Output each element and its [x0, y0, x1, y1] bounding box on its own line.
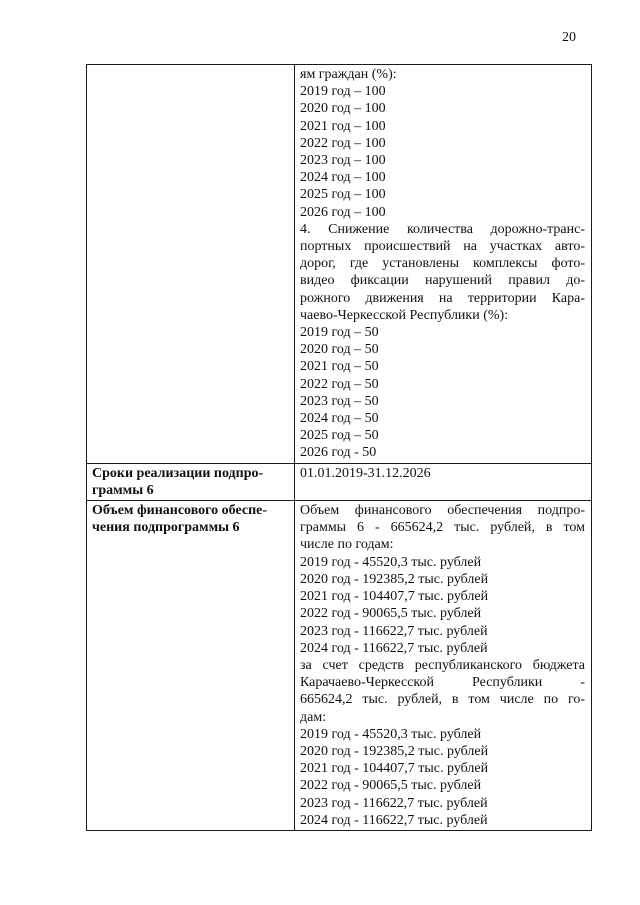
year-line: 2022 год - 90065,5 тыс. рублей [300, 778, 482, 794]
indicator-text-line: 4. Снижение количества дорожно-транс- [300, 221, 585, 237]
year-line: 2021 год – 50 [300, 359, 379, 375]
passport-table [86, 64, 592, 831]
indicator-text-line: видео фиксации нарушений правил до- [300, 273, 585, 289]
table-row-funding [87, 501, 592, 831]
funding-text-line: 665624,2 тыс. рублей, в том числе по го- [300, 692, 585, 708]
row-label-empty [87, 65, 295, 464]
year-line: 2023 год – 50 [300, 393, 379, 409]
table-row-timeline [87, 463, 592, 500]
indicator-text-line: портных происшествий на участках авто- [300, 239, 585, 255]
funding-cell [295, 501, 592, 831]
year-line: 2021 год – 100 [300, 118, 386, 134]
year-line: 2024 год - 116622,7 тыс. рублей [300, 812, 488, 828]
targets-cell [295, 65, 592, 464]
page-number: 20 [562, 30, 576, 45]
year-line: 2019 год - 45520,3 тыс. рублей [300, 726, 482, 742]
year-line: 2025 год – 50 [300, 428, 379, 444]
funding-label: Объем финансового обеспе-чения подпрограммы 6 [87, 501, 295, 831]
year-line: 2026 год – 100 [300, 204, 386, 220]
year-line: 2024 год - 116622,7 тыс. рублей [300, 640, 488, 656]
indicator-text-line: чаево-Черкесской Республики (%): [300, 307, 509, 323]
year-line: 2023 год - 116622,7 тыс. рублей [300, 623, 488, 639]
funding-text-line: Объем финансового обеспечения подпро- [300, 503, 585, 519]
year-line: 2022 год - 90065,5 тыс. рублей [300, 606, 482, 622]
year-line: 2022 год – 100 [300, 135, 386, 151]
timeline-label: Сроки реализации подпро-граммы 6 [87, 463, 295, 500]
year-line: 2023 год - 116622,7 тыс. рублей [300, 795, 488, 811]
year-line: 2023 год – 100 [300, 153, 386, 169]
year-line: 2020 год - 192385,2 тыс. рублей [300, 571, 489, 587]
year-line: 2025 год – 100 [300, 187, 386, 203]
year-line: 2019 год – 50 [300, 325, 379, 341]
year-line: 2019 год – 100 [300, 84, 386, 100]
year-line: 2019 год - 45520,3 тыс. рублей [300, 554, 482, 570]
funding-text-line: граммы 6 - 665624,2 тыс. рублей, в том [300, 520, 585, 536]
indicator-text-line: дорог, где установлены комплексы фото- [300, 256, 585, 272]
year-line: 2021 год - 104407,7 тыс. рублей [300, 589, 489, 605]
funding-text-line: за счет средств республиканского бюджета [300, 657, 585, 673]
funding-text-line: числе по годам: [300, 537, 394, 553]
year-line: 2020 год - 192385,2 тыс. рублей [300, 743, 489, 759]
timeline-value: 01.01.2019-31.12.2026 [295, 463, 592, 500]
year-line: 2024 год – 100 [300, 170, 386, 186]
year-line: 2020 год – 50 [300, 342, 379, 358]
funding-text-line: дам: [300, 709, 327, 725]
funding-text-line: Карачаево-Черкесской Республики - [300, 675, 585, 691]
year-line: 2020 год – 100 [300, 101, 386, 117]
indicator-text-line: рожного движения на территории Кара- [300, 290, 585, 306]
year-line: 2026 год - 50 [300, 445, 377, 461]
year-line: 2021 год - 104407,7 тыс. рублей [300, 761, 489, 777]
year-line: 2024 год – 50 [300, 411, 379, 427]
year-line: 2022 год – 50 [300, 376, 379, 392]
continuation-line: ям граждан (%): [300, 67, 397, 82]
table-row-targets [87, 65, 592, 464]
